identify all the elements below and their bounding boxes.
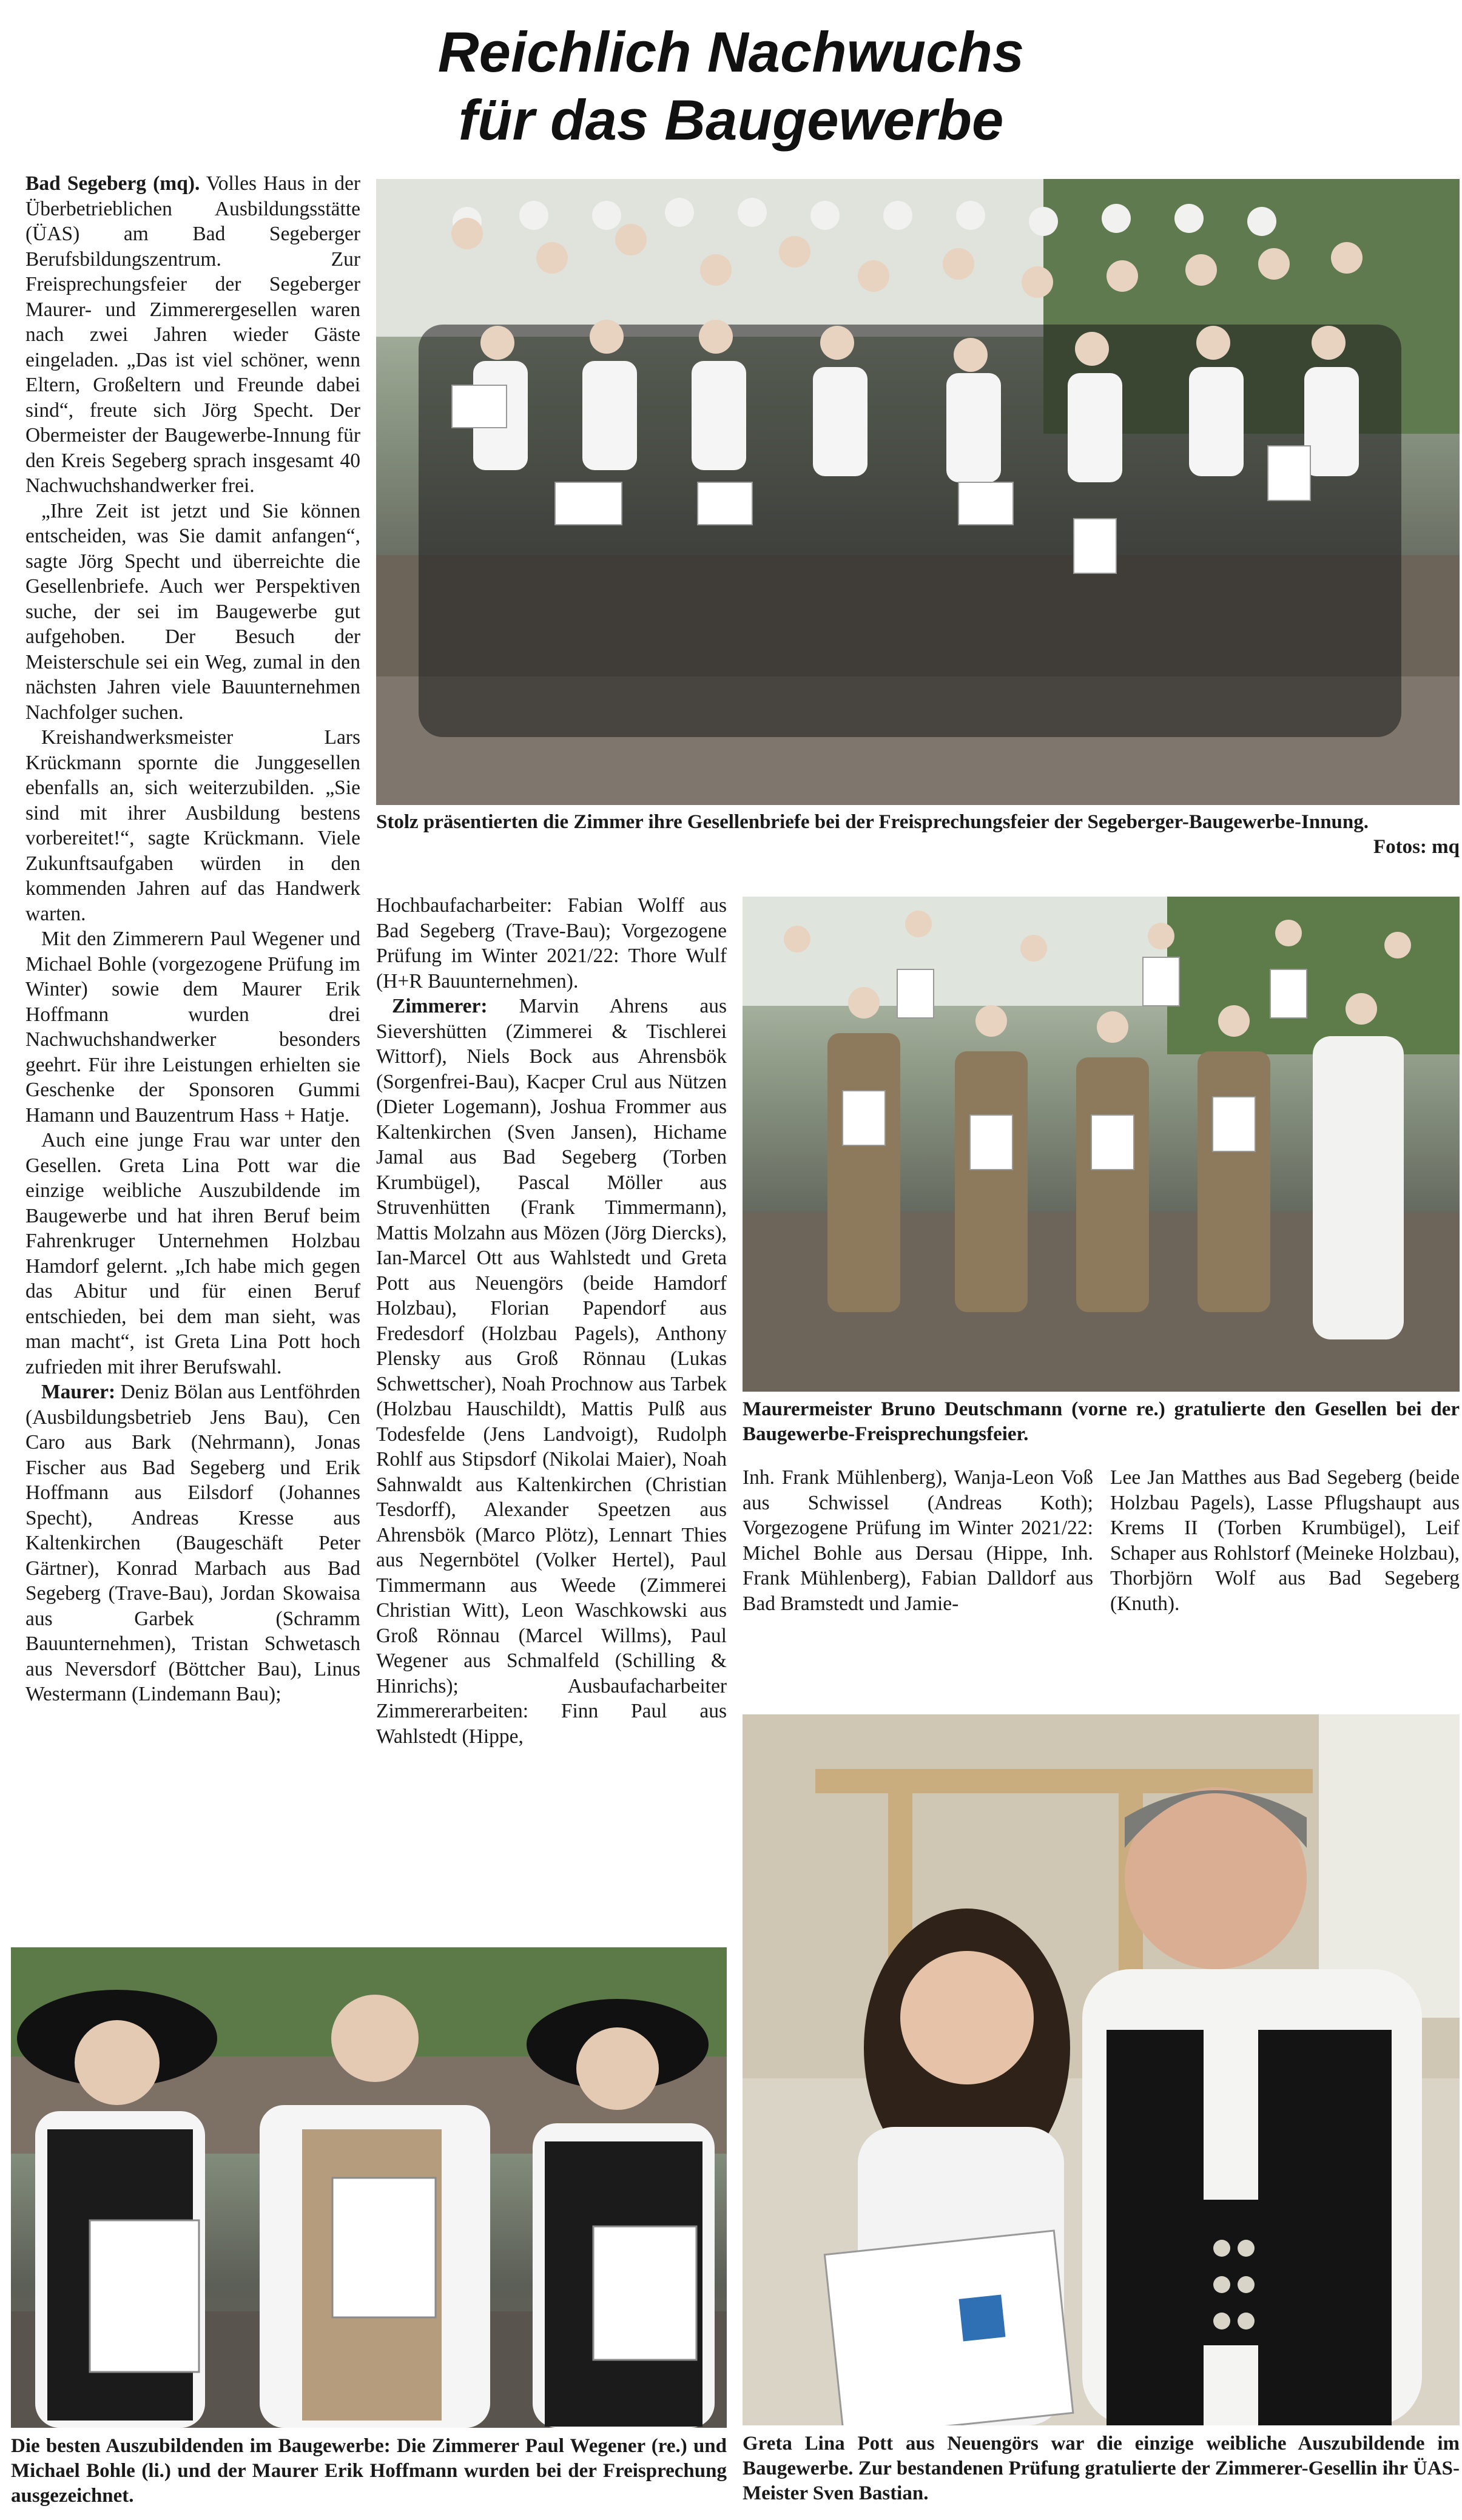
paragraph-text: Mit den Zimmerern Paul Wegener und Michael Bohle (vorgezogene Prüfung im Winter) sowie dem Maurer Erik Hoffmann wurden drei Nachwuchshandwerker besonders geehrt. Für ihre Leistungen erhielten sie Geschenke der Sponsoren Gummi Hamann und Bauzentrum Hass + Hatje. bbox=[25, 928, 360, 1127]
headline-line-1: Reichlich Nachwuchs bbox=[437, 20, 1025, 84]
paragraph-text: Deniz Bölan aus Lentföhrden (Ausbildungsbetrieb Jens Bau), Cen Caro aus Bark (Nehrmann), Jonas Fischer aus Bad Segeberg und Erik Hoffmann aus Eilsdorf (Johannes Specht), Andreas Kresse aus Kaltenkirchen (Baugeschäft Peter Gärtner), Konrad Marbach aus Bad Segeberg (Trave-Bau), Jordan Skowaisa aus Garbek (Schramm Bauunternehmen), Tristan Schwetasch aus Neversdorf (Böttcher Bau), Linus Westermann (Lindemann Bau); bbox=[25, 1381, 360, 1705]
photo-credit: Fotos: mq bbox=[1373, 836, 1460, 858]
article-paragraph bbox=[25, 725, 360, 926]
caption-bottom-right-photo: Greta Lina Pott aus Neuengörs war die einzige weibliche Auszubildende im Baugewerbe. Zur bestandenen Prüfung gratulierte der Zimmerer-Gesellin ihr ÜAS-Meister Sven Bastian. bbox=[743, 2433, 1460, 2504]
paragraph-text: Volles Haus in der Überbetrieblichen Ausbildungsstätte (ÜAS) am Bad Segeberger Berufsbildungszentrum. Zur Freisprechungsfeier der Segeberger Maurer- und Zimmerergesellen waren nach zwei Jahren wieder Gäste eingeladen. „Das ist viel schöner, wenn Eltern, Großeltern und Freunde dabei sind“, freute sich Jörg Specht. Der Obermeister der Baugewerbe-Innung für den Kreis Segeberg sprach insgesamt 40 Nachwuchshandwerker frei. bbox=[25, 172, 360, 497]
paragraph-text: Marvin Ahrens aus Sievershütten (Zimmerei & Tischlerei Wittorf), Niels Bock aus Ahrensbök (Sorgenfrei-Bau), Kacper Crul aus Nützen (Dieter Logemann), Joshua Frommer aus Kaltenkirchen (Sven Jansen), Hichame Jamal aus Bad Segeberg (Torben Krumbügel), Pascal Möller aus Struvenhütten (Frank Timmermann), Mattis Molzahn aus Mözen (Jörg Diercks), Ian-Marcel Ott aus Wahlstedt und Greta Pott aus Neuengörs (beide Hamdorf Holzbau), Florian Papendorf aus Fredesdorf (Holzbau Pagels), Anthony Plensky aus Groß Rönnau (Lukas Schwettscher), Noah Prochnow aus Tarbek (Holzbau Hauschildt), Mattis Pulß aus Todesfelde (Jens Landvoigt), Rudolph Rohlf aus Stipsdorf (Nikolai Maier), Noah Sahnwaldt aus Kaltenkirchen (Christian Tesdorff), Alexander Speetzen aus Ahrensbök (Marco Plötz), Lennart Thies aus Negernbötel (Volker Hertel), Paul Timmermann aus Weede (Zimmerei Christian Witt), Leon Waschkowski aus Groß Rönnau (Marcel Willms), Paul Wegener aus Schmalfeld (Schilling & Hinrichs); Ausbaufacharbeiter Zimmererarbeiten: Finn Paul aus Wahlstedt (Hippe, bbox=[376, 995, 727, 1748]
photo-masons-group-image bbox=[743, 897, 1460, 1392]
article-paragraph bbox=[25, 171, 360, 499]
article-paragraph bbox=[25, 1380, 360, 1707]
paragraph-text: Kreishandwerksmeister Lars Krückmann spornte die Junggesellen ebenfalls an, sich weiterzubilden. „Sie sind mit ihrer Ausbildung bestens vorbereitet!“, sagte Krückmann. Viele Zukunftsaufgaben würden in den kommenden Jahren auf das Handwerk warten. bbox=[25, 726, 360, 925]
paragraph-lead: Bad Segeberg (mq). bbox=[25, 172, 200, 195]
headline bbox=[0, 18, 1462, 154]
article-column-1 bbox=[25, 171, 360, 1918]
caption-top-photo bbox=[376, 810, 1460, 860]
caption-middle-photo: Maurermeister Bruno Deutschmann (vorne re.) gratulierte den Gesellen bei der Baugewerbe-Freisprechungsfeier. bbox=[743, 1398, 1460, 1445]
article-paragraph bbox=[376, 994, 727, 1749]
paragraph-lead: Maurer: bbox=[41, 1381, 116, 1403]
caption-top-text: Stolz präsentierten die Zimmer ihre Gesellenbriefe bei der Freisprechungsfeier der Segeberger-Baugewerbe-Innung. bbox=[376, 811, 1369, 833]
photo-carpenters-group-image bbox=[376, 179, 1460, 805]
photo-masons-group bbox=[743, 897, 1460, 1392]
article-paragraph bbox=[25, 926, 360, 1128]
article-paragraph bbox=[376, 893, 727, 994]
paragraph-text: Hochbaufacharbeiter: Fabian Wolff aus Bad Segeberg (Trave-Bau); Vorgezogene Prüfung im Winter 2021/22: Thore Wulf (H+R Bauunternehmen). bbox=[376, 894, 727, 992]
article-column-2 bbox=[376, 893, 727, 1936]
article-paragraph bbox=[25, 499, 360, 726]
paragraph-lead: Zimmerer: bbox=[392, 995, 488, 1017]
caption-bottom-left-photo: Die besten Auszubildenden im Baugewerbe: Die Zimmerer Paul Wegener (re.) und Michael Bohle (li.) und der Maurer Erik Hoffmann wurden bei der Freisprechung ausgezeichnet. bbox=[11, 2435, 727, 2507]
article-paragraph bbox=[25, 1128, 360, 1380]
paragraph-text: Auch eine junge Frau war unter den Gesellen. Greta Lina Pott war die einzige weibliche Auszubildende im Baugewerbe und hat ihren Beruf beim Fahrenkruger Unternehmen Holzbau Hamdorf gelernt. „Ich habe mich gegen das Abitur und für einen Beruf entschieden, bei dem man sieht, was man macht“, ist Greta Lina Pott hoch zufrieden mit ihrer Berufswahl. bbox=[25, 1129, 360, 1378]
photo-greta-and-master bbox=[743, 1714, 1460, 2425]
photo-carpenters-group bbox=[376, 179, 1460, 805]
photo-best-apprentices-image bbox=[11, 1947, 727, 2428]
photo-best-apprentices bbox=[11, 1947, 727, 2428]
paragraph-text: „Ihre Zeit ist jetzt und Sie können entscheiden, was Sie damit anfangen“, sagte Jörg Specht und überreichte die Gesellenbriefe. Auch wer Perspektiven suche, der sei im Baugewerbe gut aufgehoben. Der Besuch der Meisterschule sei ein Weg, zumal in den nächsten Jahren viele Bauunternehmen Nachfolger suchen. bbox=[25, 499, 360, 724]
headline-line-2: für das Baugewerbe bbox=[458, 88, 1004, 152]
photo-greta-and-master-image bbox=[743, 1714, 1460, 2425]
article-column-4: Lee Jan Matthes aus Bad Segeberg (beide Holzbau Pagels), Lasse Pflugshaupt aus Krems II (Torben Krumbügel), Leif Schaper aus Rohlstorf (Meineke Holzbau), Thorbjörn Wolf aus Bad Segeberg (Knuth). bbox=[1110, 1466, 1460, 1615]
article-column-3: Inh. Frank Mühlenberg), Wanja-Leon Voß aus Schwissel (Andreas Koth); Vorgezogene Prüfung im Winter 2021/22: Michel Bohle aus Dersau (Hippe, Inh. Frank Mühlenberg), Fabian Dalldorf aus Bad Bramstedt und Jamie- bbox=[743, 1466, 1093, 1615]
